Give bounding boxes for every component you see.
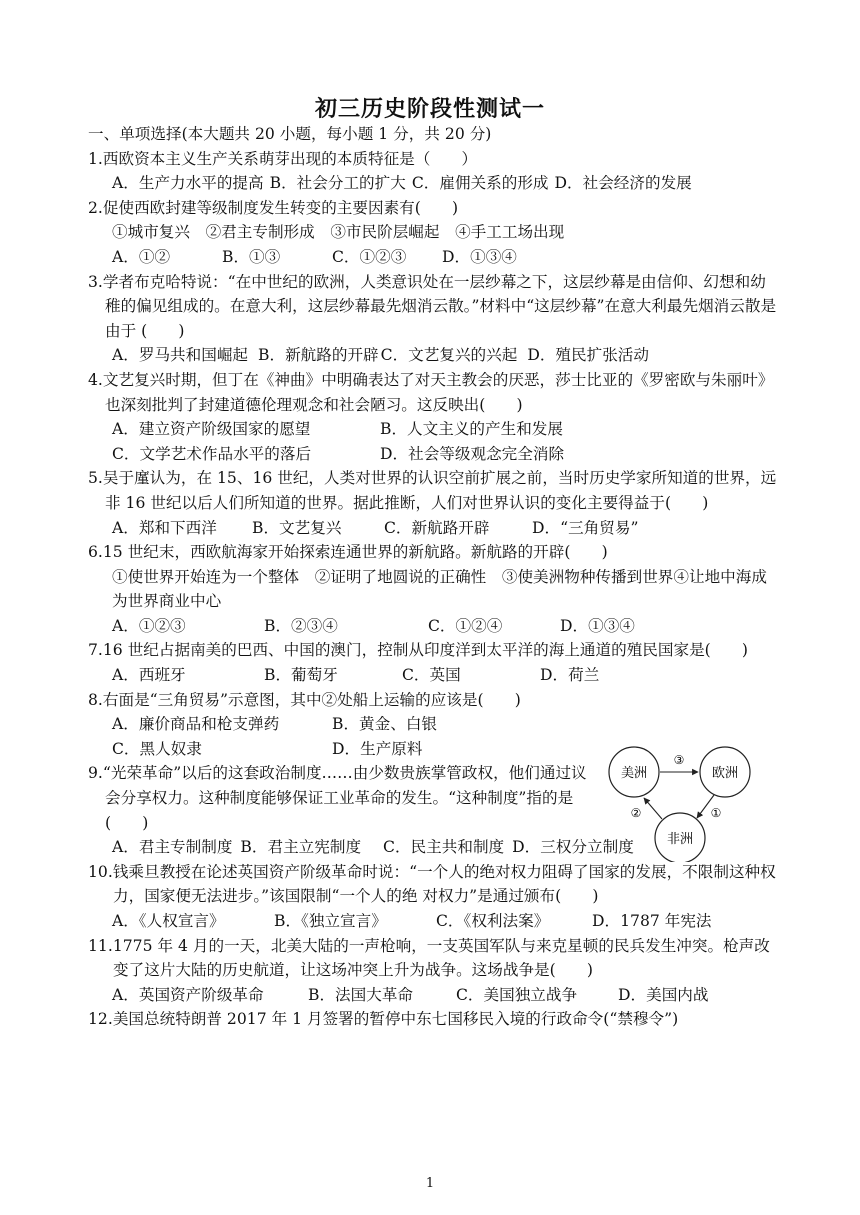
options bbox=[88, 417, 778, 442]
question-3 bbox=[88, 270, 778, 368]
question-text: 12.美国总统特朗普 2017 年 1 月签署的暂停中东七国移民入境的行政命令(“禁穆令”) bbox=[88, 1010, 679, 1029]
option: A．①② bbox=[112, 247, 171, 266]
option: B．君主立宪制度 bbox=[240, 838, 362, 857]
options bbox=[88, 516, 778, 541]
options bbox=[88, 983, 778, 1008]
arrow-label-2: ② bbox=[630, 806, 642, 820]
option: C．文学艺术作品水平的落后 bbox=[112, 444, 312, 463]
option: A．英国资产阶级革命 bbox=[112, 985, 264, 1004]
page-number: 1 bbox=[425, 1176, 435, 1191]
question-7 bbox=[88, 638, 778, 687]
node-europe bbox=[700, 747, 750, 797]
statements: ①使世界开始连为一个整体 ②证明了地圆说的正确性 ③使美洲物种传播到世界④让地中海成为世界商业中心 bbox=[112, 567, 767, 611]
option: A．罗马共和国崛起 bbox=[112, 346, 249, 365]
options bbox=[88, 712, 778, 737]
option: C．英国 bbox=[402, 666, 461, 685]
option: C．黑人奴隶 bbox=[112, 739, 202, 758]
question-text: 2.促使西欧封建等级制度发生转变的主要因素有( ) bbox=[88, 198, 459, 217]
options bbox=[88, 245, 778, 270]
option: C．新航路开辟 bbox=[384, 518, 490, 537]
option: C．①②③ bbox=[332, 247, 407, 266]
option: A．《人权宣言》 bbox=[112, 912, 225, 930]
node-label: 美洲 bbox=[620, 766, 648, 781]
option: B．①③ bbox=[222, 247, 281, 266]
question-text: 4.文艺复兴时期，但丁在《神曲》中明确表达了对天主教会的厌恶，莎士比亚的《罗密欧与朱丽叶》也深刻批判了封建道德伦理观念和社会陋习。这反映出( ) bbox=[88, 370, 774, 414]
option: B．新航路的开辟 bbox=[258, 346, 379, 365]
option: C．民主共和制度 bbox=[383, 838, 505, 857]
option: B．葡萄牙 bbox=[264, 666, 338, 685]
option: D．社会经济的发展 bbox=[554, 174, 692, 193]
option: D．社会等级观念完全消除 bbox=[380, 444, 565, 463]
question-text: 11.1775 年 4 月的一天，北美大陆的一声枪响，一支英国军队与来克星顿的民兵发生冲突。枪声改变了这片大陆的历史航道，让这场冲突上升为战争。这场战争是( ) bbox=[88, 936, 770, 980]
page-title: 初三历史阶段性测试一 bbox=[314, 97, 545, 122]
node-america bbox=[609, 747, 659, 797]
option: C．美国独立战争 bbox=[456, 985, 578, 1004]
question-text: 8.右面是“三角贸易”示意图，其中②处船上运输的应该是( ) bbox=[88, 690, 521, 709]
option: A．郑和下西洋 bbox=[112, 518, 217, 537]
question-10 bbox=[88, 860, 778, 934]
option: B．法国大革命 bbox=[308, 985, 414, 1004]
option: A．①②③ bbox=[112, 616, 186, 635]
question-6 bbox=[88, 540, 778, 638]
question-text: 10.钱乘旦教授在论述英国资产阶级革命时说：“一个人的绝对权力阻碍了国家的发展，不限制这种权力，国家便无法进步。”该国限制“一个人的绝 对权力”是通过颁布( ) bbox=[88, 862, 776, 906]
question-1 bbox=[88, 147, 778, 196]
option: C．文艺复兴的兴起 bbox=[380, 346, 518, 365]
triangle-trade-diagram bbox=[602, 742, 774, 862]
option: D．生产原料 bbox=[332, 739, 423, 758]
question-text: 1.西欧资本主义生产关系萌芽出现的本质特征是（ ） bbox=[88, 149, 478, 168]
arrow-label-3: ③ bbox=[673, 753, 685, 767]
node-label: 欧洲 bbox=[711, 766, 739, 781]
option: B．社会分工的扩大 bbox=[269, 174, 406, 193]
option: D．荷兰 bbox=[540, 666, 600, 685]
options bbox=[88, 614, 778, 639]
node-africa bbox=[655, 813, 705, 862]
option: D．1787 年宪法 bbox=[592, 912, 712, 930]
option: A．廉价商品和枪支弹药 bbox=[112, 715, 280, 734]
arrow-africa-america bbox=[644, 798, 662, 819]
option: A．西班牙 bbox=[112, 666, 186, 685]
question-text: 5.吴于廑认为，在 15、16 世纪，人类对世界的认识空前扩展之前，当时历史学家所知道的世界，远非 16 世纪以后人们所知道的世界。据此推断，人们对世界认识的变化主要得益于( ) bbox=[88, 469, 777, 512]
option: A．君主专制制度 bbox=[112, 838, 233, 857]
option: B．黄金、白银 bbox=[332, 715, 438, 734]
option: D．①③④ bbox=[442, 247, 517, 266]
option: D．三权分立制度 bbox=[512, 838, 634, 857]
question-4 bbox=[88, 368, 778, 466]
options bbox=[88, 343, 778, 368]
question-5 bbox=[88, 466, 778, 540]
option: B．②③④ bbox=[264, 616, 338, 635]
option: A．生产力水平的提高 bbox=[112, 174, 264, 193]
question-text: 7.16 世纪占据南美的巴西、中国的澳门，控制从印度洋到太平洋的海上通道的殖民国家是( ) bbox=[88, 641, 749, 660]
question-11 bbox=[88, 934, 778, 1008]
section-heading: 一、单项选择(本大题共 20 小题，每小题 1 分，共 20 分) bbox=[88, 125, 492, 143]
option: C．①②④ bbox=[428, 616, 503, 635]
question-2 bbox=[88, 196, 778, 270]
option: C．《权利法案》 bbox=[436, 912, 550, 930]
question-text: 9.“光荣革命”以后的这套政治制度……由少数贵族掌管政权，他们通过议会分享权力。这种制度能够保证工业革命的发生。“这种制度”指的是( ) bbox=[88, 764, 587, 832]
options bbox=[88, 442, 778, 467]
arrow-label-1: ① bbox=[710, 806, 722, 820]
option: B．人文主义的产生和发展 bbox=[380, 420, 563, 439]
node-label: 非洲 bbox=[666, 832, 694, 847]
question-list bbox=[88, 122, 778, 1032]
question-12 bbox=[88, 1007, 778, 1032]
option: D．①③④ bbox=[560, 616, 635, 635]
option: C．雇佣关系的形成 bbox=[411, 174, 549, 193]
option: D．美国内战 bbox=[618, 985, 709, 1004]
option: D．殖民扩张活动 bbox=[527, 346, 649, 365]
options bbox=[88, 909, 778, 934]
option: B．《独立宣言》 bbox=[274, 912, 387, 930]
statements: ①城市复兴 ②君主专制形成 ③市民阶层崛起 ④手工工场出现 bbox=[112, 223, 565, 242]
options bbox=[88, 171, 778, 196]
options bbox=[88, 663, 778, 688]
question-text: 3.学者布克哈特说：“在中世纪的欧洲，人类意识处在一层纱幕之下，这层纱幕是由信仰、幻想和幼稚的偏见组成的。在意大利，这层纱幕最先烟消云散。”材料中“这层纱幕”在意大利最先烟消云散是由于 ( ) bbox=[88, 272, 777, 340]
option: A．建立资产阶级国家的愿望 bbox=[112, 420, 311, 439]
question-text: 6.15 世纪末，西欧航海家开始探索连通世界的新航路。新航路的开辟( ) bbox=[88, 543, 608, 562]
option: D．“三角贸易” bbox=[532, 518, 639, 537]
option: B．文艺复兴 bbox=[252, 518, 342, 537]
